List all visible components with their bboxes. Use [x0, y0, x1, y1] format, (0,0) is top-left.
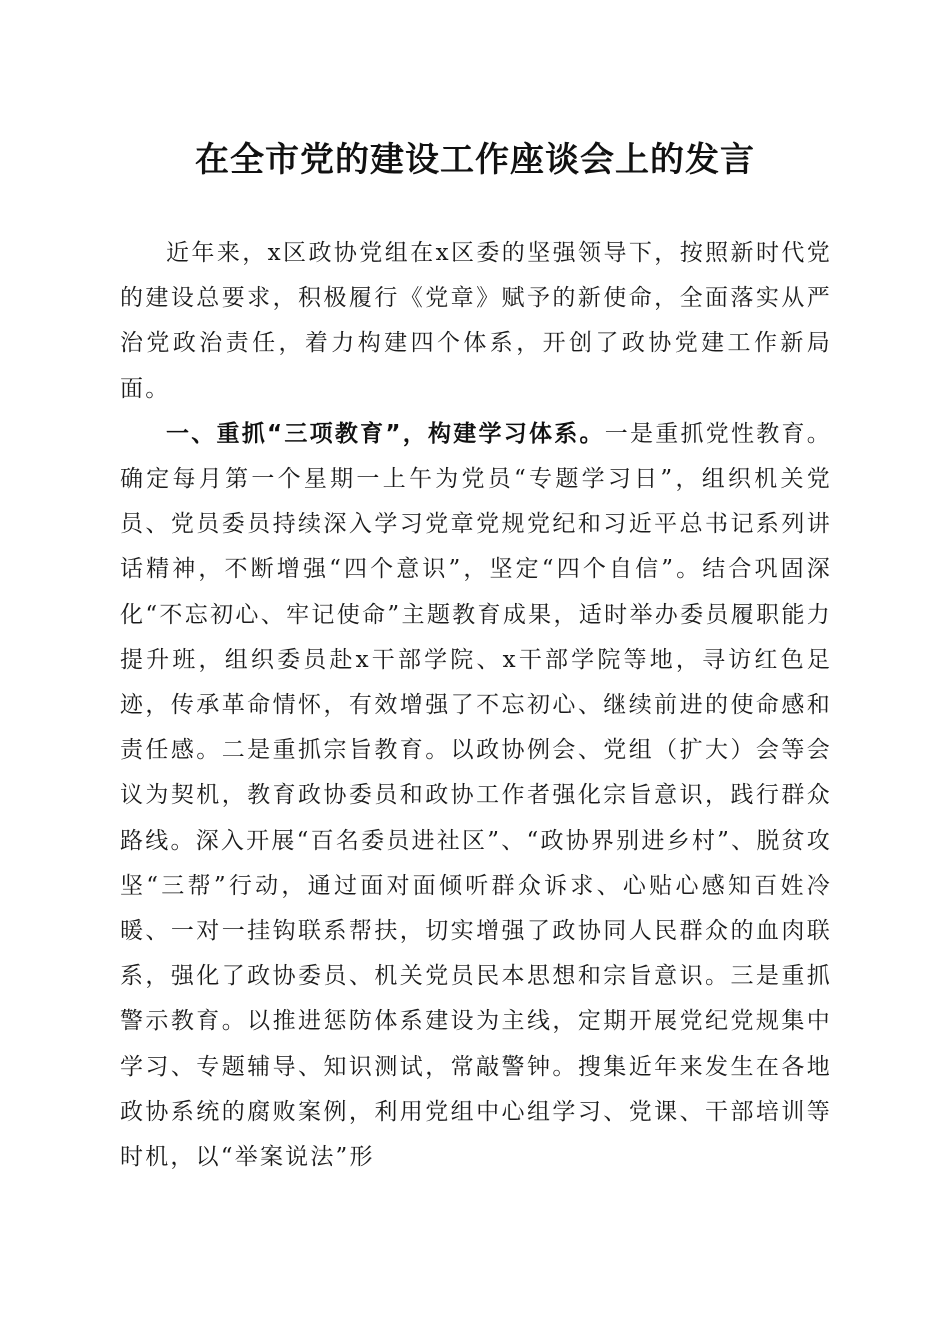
section-one-text: 一是重抓党性教育。确定每月第一个星期一上午为党员“专题学习日”，组织机关党员、党员委员持续深入学习党章党规党纪和习近平总书记系列讲话精神，不断增强“四个意识”，坚定“四个自信”。结合巩固深化“不忘初心、牢记使命”主题教育成果，适时举办委员履职能力提升班，组织委员赴x干部学院、x干部学院等地，寻访红色足迹，传承革命情怀，有效增强了不忘初心、继续前进的使命感和责任感。二是重抓宗旨教育。以政协例会、党组（扩大）会等会议为契机，教育政协委员和政协工作者强化宗旨意识，践行群众路线。深入开展“百名委员进社区”、“政协界别进乡村”、脱贫攻坚“三帮”行动，通过面对面倾听群众诉求、心贴心感知百姓冷暖、一对一挂钩联系帮扶，切实增强了政协同人民群众的血肉联系，强化了政协委员、机关党员民本思想和宗旨意识。三是重抓警示教育。以推进惩防体系建设为主线，定期开展党纪党规集中学习、专题辅导、知识测试，常敲警钟。搜集近年来发生在各地政协系统的腐败案例，利用党组中心组学习、党课、干部培训等时机，以“举案说法”形 [120, 420, 832, 1171]
intro-paragraph [120, 231, 832, 412]
section-one-heading: 一、重抓“三项教育”，构建学习体系。 [166, 420, 605, 447]
section-one-paragraph [120, 412, 832, 1180]
document-title: 在全市党的建设工作座谈会上的发言 [195, 140, 755, 180]
document-body [120, 231, 832, 1180]
intro-paragraph-text: 近年来，x区政协党组在x区委的坚强领导下，按照新时代党的建设总要求，积极履行《党章》赋予的新使命，全面落实从严治党政治责任，着力构建四个体系，开创了政协党建工作新局面。 [120, 240, 832, 402]
